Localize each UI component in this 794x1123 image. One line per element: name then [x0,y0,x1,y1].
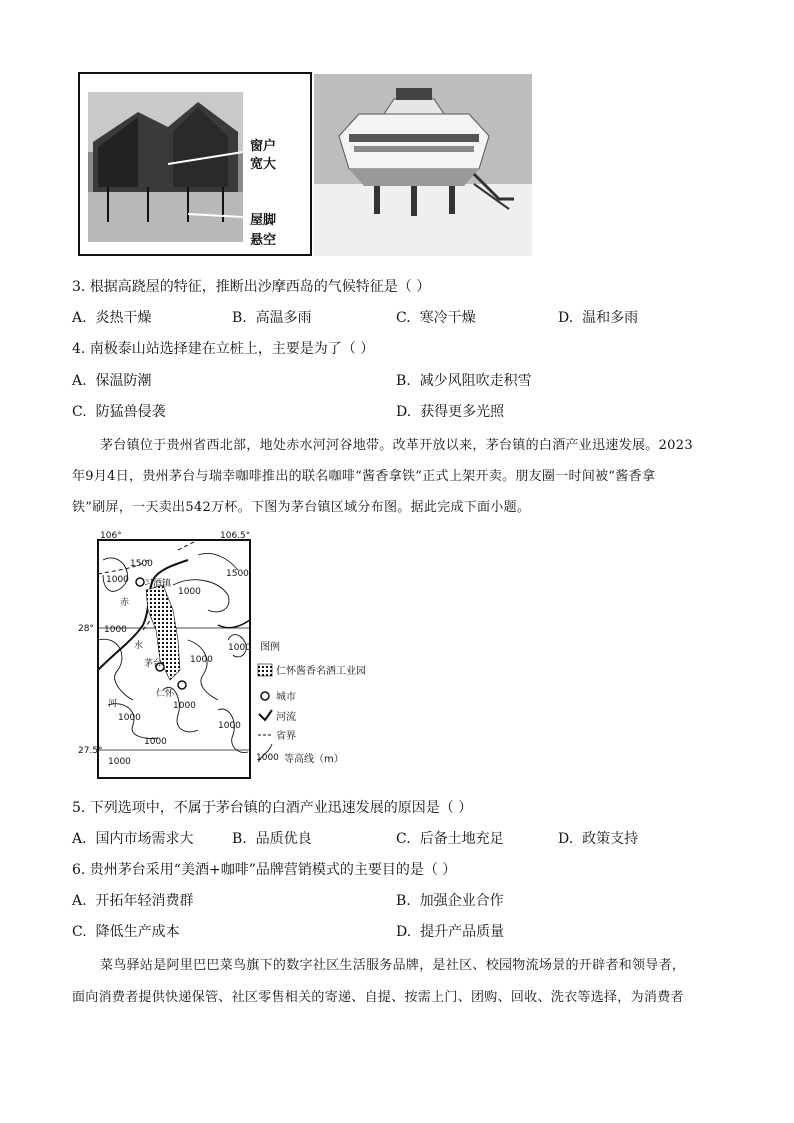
q6-option-c-text: 降低生产成本 [95,924,180,940]
label-window-1: 窗户 [250,139,277,154]
q6-option-a[interactable] [72,890,193,910]
legend-item-border: 省界 [276,731,296,742]
passage1-line-2: 年9月4日，贵州茅台与瑞幸咖啡推出的联名咖啡“酱香拿铁”正式上架开卖。朋友圈一时间被“酱香拿 [72,469,656,484]
legend-item-contour: 等高线（m） [284,754,344,765]
passage1-line-1: 茅台镇位于贵州省西北部，地处赤水河河谷地带。改革开放以来，茅台镇的白酒产业迅速发展。2023 [100,438,693,453]
q6-option-d[interactable] [396,921,504,941]
q4-option-c-key: C. [72,404,87,420]
river-char-3: 河 [108,699,118,709]
q5-option-c-text: 后备土地充足 [419,831,504,847]
q4-option-a-key: A. [72,373,87,389]
q5-option-c[interactable] [396,828,504,848]
city-xijiu-marker [136,578,144,586]
q5-option-d-key: D. [558,831,574,847]
contour-label-2: 1000 [106,575,129,585]
contour-label-6: 1000 [190,655,213,665]
river-char-2: 水 [134,641,144,651]
q3-option-b-key: B. [232,310,247,326]
contour-label-12: 1000 [144,737,167,747]
q6-option-b-key: B. [396,893,411,909]
stilt-house-photo [78,72,312,256]
q6-option-a-text: 开拓年轻消费群 [95,893,194,909]
industrial-park-legend-icon [258,664,272,676]
q5-option-b-text: 品质优良 [255,831,312,847]
label-feet-2: 悬空 [250,233,277,248]
q5-option-b-key: B. [232,831,247,847]
q3-option-d[interactable] [558,307,638,327]
q4-option-c[interactable] [72,401,166,421]
q4-option-a[interactable] [72,370,151,390]
q6-option-b-text: 加强企业合作 [419,893,504,909]
contour-label-8: 1000 [118,713,141,723]
lat-top-label: 28° [78,624,94,634]
label-feet-1: 屋脚 [250,213,277,228]
contour-label-7: 1000 [228,643,251,653]
q3-option-a-key: A. [72,310,87,326]
q4-option-b-text: 减少风阻吹走积雪 [419,373,532,389]
city-renhuai-label: 仁怀 [156,689,175,699]
lon-right-label: 106.5° [220,531,251,541]
passage1-line-3: 铁”刷屏，一天卖出542万杯。下图为茅台镇区域分布图。据此完成下面小题。 [72,500,531,515]
contour-label-11: 1000 [108,757,131,767]
q3-option-a-text: 炎热干燥 [95,310,152,326]
city-maotai-label: 茅台 [144,659,163,669]
lat-bottom-label: 27.5° [78,746,103,756]
q4-option-d[interactable] [396,401,504,421]
q6-stem: 6. 贵州茅台采用“美酒+咖啡”品牌营销模式的主要目的是（ ） [72,862,457,878]
legend-item-city: 城市 [276,692,296,703]
q6-option-c[interactable] [72,921,180,941]
river-char-1: 赤 [120,598,130,608]
q5-option-b[interactable] [232,828,312,848]
q6-option-b[interactable] [396,890,504,910]
q6-option-a-key: A. [72,893,87,909]
q3-option-b-text: 高温多雨 [255,310,312,326]
q5-stem: 5. 下列选项中，不属于茅台镇的白酒产业迅速发展的原因是（ ） [72,800,473,816]
q3-option-c-text: 寒冷干燥 [419,310,476,326]
q5-option-c-key: C. [396,831,411,847]
contour-label-3: 1000 [178,587,201,597]
q3-option-d-text: 温和多雨 [582,310,639,326]
lon-left-label: 106° [100,531,122,541]
q4-option-d-key: D. [396,404,412,420]
city-legend-icon [261,692,269,700]
river-legend-icon [259,710,272,720]
q4-option-c-text: 防猛兽侵袭 [95,404,166,420]
legend-item-river: 河流 [276,712,296,723]
legend-title: 图例 [260,642,280,653]
legend-contour-sample: 1000 [256,753,279,763]
q3-option-b[interactable] [232,307,312,327]
contour-label-5: 1000 [104,625,127,635]
q5-option-a-text: 国内市场需求大 [95,831,194,847]
q3-option-d-key: D. [558,310,574,326]
passage2-line-2: 面向消费者提供快递保管、社区零售相关的寄递、自提、按需上门、团购、回收、洗衣等选择，为消费者 [72,990,684,1005]
city-renhuai-marker [178,681,186,689]
q6-option-d-text: 提升产品质量 [420,924,505,940]
q3-option-a[interactable] [72,307,151,327]
q5-option-a-key: A. [72,831,87,847]
q3-option-c[interactable] [396,307,476,327]
city-xijiu-label: 习酒镇 [144,579,172,589]
q3-stem: 3. 根据高跷屋的特征，推断出沙摩西岛的气候特征是（ ） [72,279,431,295]
q5-option-a[interactable] [72,828,193,848]
q6-option-c-key: C. [72,924,87,940]
q6-option-d-key: D. [396,924,412,940]
contour-label-10: 1000 [218,721,241,731]
q4-option-a-text: 保温防潮 [95,373,152,389]
maotai-region-map [78,530,368,784]
q4-stem: 4. 南极泰山站选择建在立桩上，主要是为了（ ） [72,341,375,357]
taishan-station-photo [314,74,532,256]
contour-label-9: 1000 [173,701,196,711]
q4-option-b-key: B. [396,373,411,389]
q5-option-d[interactable] [558,828,638,848]
legend-item-park: 仁怀酱香名酒工业园 [276,666,366,677]
contour-label-4: 1500 [226,569,249,579]
contour-label-1: 1500 [130,559,153,569]
passage2-line-1: 菜鸟驿站是阿里巴巴菜鸟旗下的数字社区生活服务品牌，是社区、校园物流场景的开辟者和领导者， [100,958,686,973]
q4-option-d-text: 获得更多光照 [420,404,505,420]
q4-option-b[interactable] [396,370,532,390]
q5-option-d-text: 政策支持 [582,831,639,847]
q3-option-c-key: C. [396,310,411,326]
label-window-2: 宽大 [250,157,277,172]
